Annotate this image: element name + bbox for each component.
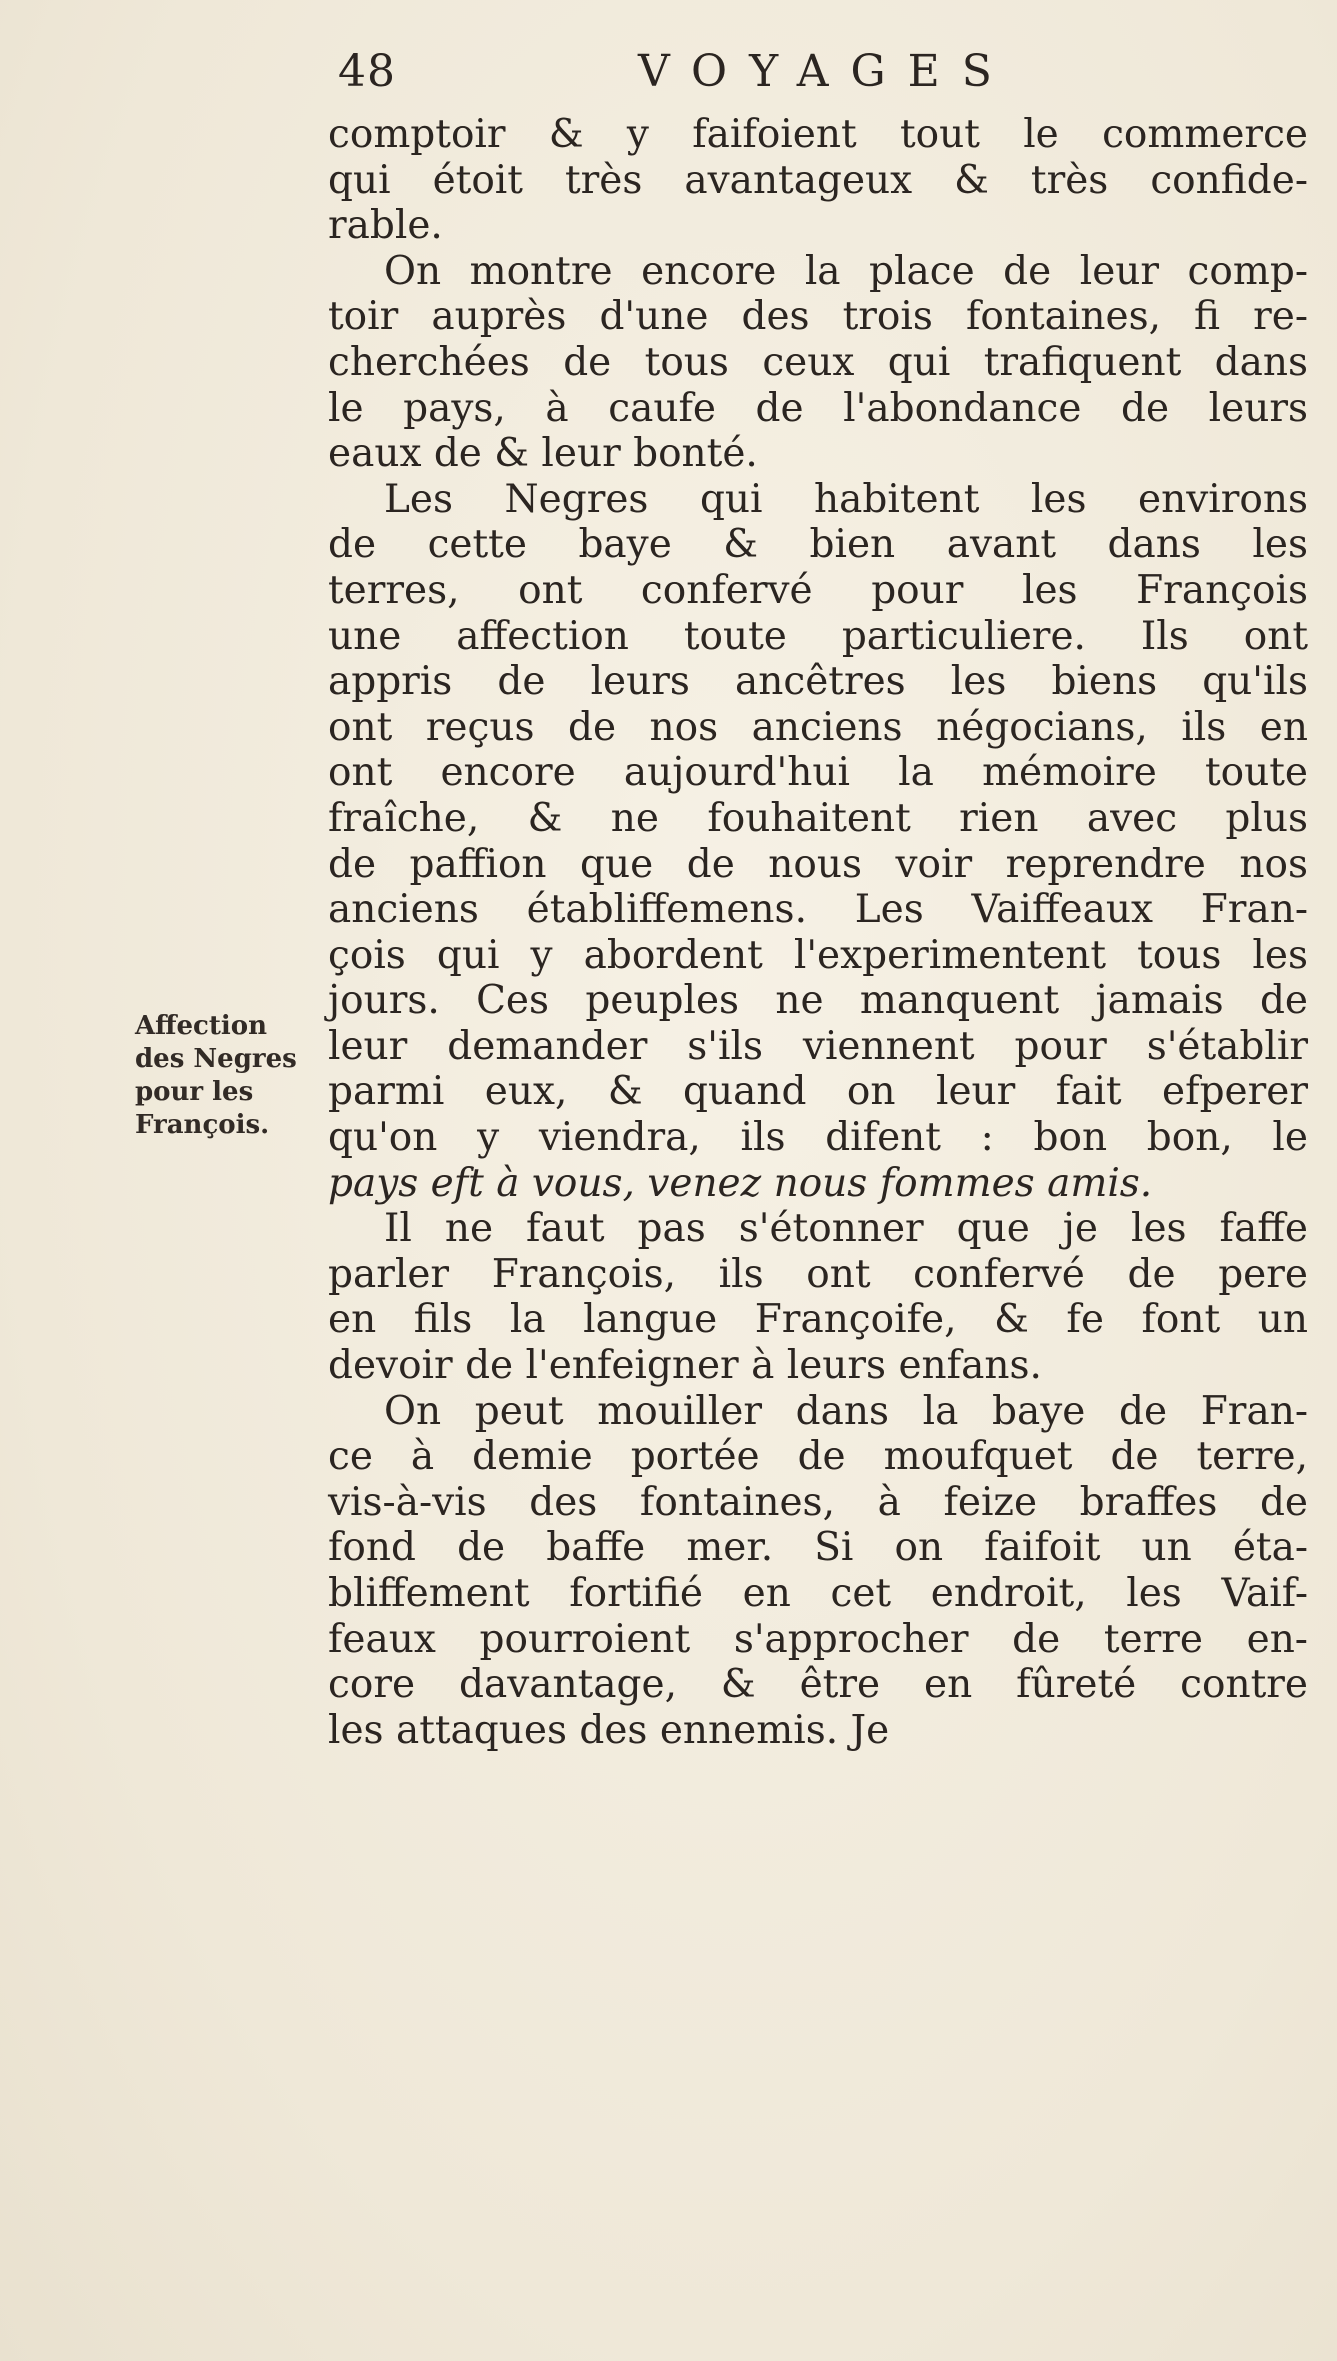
text-line: qui étoit très avantageux & très confide- [328, 157, 1308, 203]
text-line: en fils la langue Françoife, & fe font un [328, 1297, 1308, 1343]
text-line: devoir de l'enfeigner à leurs enfans. [328, 1343, 1042, 1389]
text-line: le pays, à caufe de l'abondance de leurs [328, 385, 1308, 431]
text-line: leur demander s'ils viennent pour s'établir [328, 1023, 1308, 1069]
text-line: jours. Ces peuples ne manquent jamais de [328, 978, 1308, 1024]
text-line: vis-à-vis des fontaines, à feize braffes de [328, 1479, 1308, 1525]
text-line: eaux de & leur bonté. [328, 431, 758, 477]
body-text [328, 112, 1308, 1753]
margin-note-line: François. [135, 1110, 270, 1140]
text-line: parler François, ils ont confervé de pere [328, 1251, 1308, 1297]
text-line: toir auprès d'une des trois fontaines, fi re- [328, 294, 1308, 340]
text-line: terres, ont confervé pour les François [328, 567, 1308, 613]
text-line: core davantage, & être en fûreté contre [328, 1662, 1308, 1708]
page-header [338, 46, 1298, 106]
text-line: cherchées de tous ceux qui trafiquent dans [328, 339, 1308, 385]
text-line: les attaques des ennemis. Je [328, 1707, 890, 1753]
text-line: fond de baffe mer. Si on faifoit un éta- [328, 1525, 1308, 1571]
text-line: de paffion que de nous voir reprendre nos [328, 841, 1308, 887]
text-line: ont encore aujourd'hui la mémoire toute [328, 750, 1308, 796]
text-line: rable. [328, 203, 443, 249]
margin-note [135, 1010, 315, 1142]
text-line: parmi eux, & quand on leur fait efperer [328, 1069, 1308, 1115]
text-line: On montre encore la place de leur comp- [384, 248, 1308, 294]
text-line: comptoir & y faifoient tout le commerce [328, 112, 1308, 157]
text-line: de cette baye & bien avant dans les [328, 522, 1308, 568]
text-line: qu'on y viendra, ils difent : bon bon, le [328, 1115, 1308, 1161]
margin-note-line: pour les [135, 1077, 254, 1107]
running-title: VOYAGES [638, 46, 1014, 97]
text-line: Il ne faut pas s'étonner que je les faffe [384, 1206, 1308, 1252]
text-line: pays eft à vous, venez nous fommes amis. [328, 1160, 1153, 1206]
page-number: 48 [338, 46, 396, 97]
text-line: fraîche, & ne fouhaitent rien avec plus [328, 795, 1308, 841]
text-line: On peut mouiller dans la baye de Fran- [384, 1388, 1308, 1434]
text-line: ont reçus de nos anciens négocians, ils en [328, 704, 1308, 750]
text-line: Les Negres qui habitent les environs [384, 476, 1308, 522]
text-line: ce à demie portée de moufquet de terre, [328, 1434, 1308, 1480]
text-line: çois qui y abordent l'experimentent tous les [328, 932, 1308, 978]
text-line: feaux pourroient s'approcher de terre en- [328, 1616, 1308, 1662]
text-line: anciens établiffemens. Les Vaiffeaux Fran- [328, 887, 1308, 933]
text-line: bliffement fortifié en cet endroit, les Vaif- [328, 1571, 1308, 1616]
text-line: une affection toute particuliere. Ils ont [328, 613, 1308, 659]
margin-note-line: des Negres [135, 1044, 297, 1074]
margin-note-line: Affection [135, 1011, 268, 1041]
text-line: appris de leurs ancêtres les biens qu'ils [328, 659, 1308, 705]
